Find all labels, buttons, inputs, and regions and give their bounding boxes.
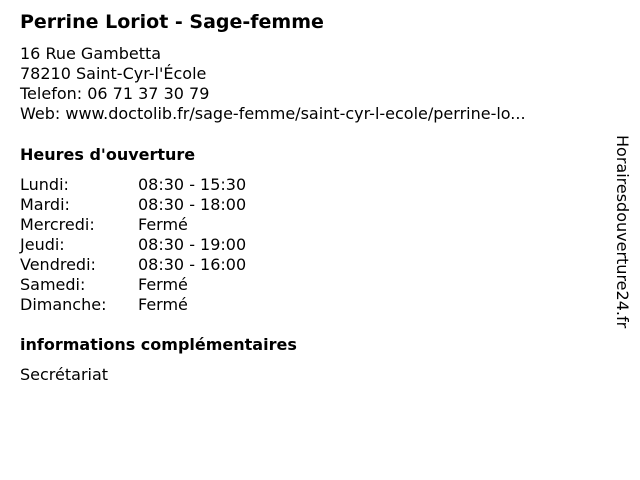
day-label: Mardi: — [20, 195, 70, 214]
hours-row-wednesday — [20, 215, 246, 235]
additional-info-text: Secrétariat — [20, 365, 109, 384]
day-label: Mercredi: — [20, 215, 95, 234]
day-label: Lundi: — [20, 175, 69, 194]
day-label: Jeudi: — [20, 235, 65, 254]
opening-hours-table — [20, 175, 246, 315]
day-hours: Fermé — [138, 295, 188, 314]
hours-row-monday — [20, 175, 246, 195]
site-watermark: Horairesdouverture24.fr — [613, 135, 632, 329]
hours-row-thursday — [20, 235, 246, 255]
day-hours: 08:30 - 18:00 — [138, 195, 247, 214]
street-address: 16 Rue Gambetta — [20, 44, 162, 63]
hours-row-sunday — [20, 295, 246, 315]
day-label: Vendredi: — [20, 255, 96, 274]
day-hours: 08:30 - 19:00 — [138, 235, 247, 254]
day-hours: 08:30 - 16:00 — [138, 255, 247, 274]
contact-block — [20, 44, 526, 124]
business-title: Perrine Loriot - Sage-femme — [20, 11, 324, 33]
hours-row-saturday — [20, 275, 246, 295]
hours-row-tuesday — [20, 195, 246, 215]
phone-number: Telefon: 06 71 37 30 79 — [20, 84, 210, 103]
day-hours: Fermé — [138, 215, 188, 234]
opening-hours-heading: Heures d'ouverture — [20, 145, 196, 164]
day-hours: Fermé — [138, 275, 188, 294]
additional-info-heading: informations complémentaires — [20, 335, 297, 354]
city-address: 78210 Saint-Cyr-l'École — [20, 64, 207, 83]
hours-row-friday — [20, 255, 246, 275]
day-label: Samedi: — [20, 275, 86, 294]
website-link: Web: www.doctolib.fr/sage-femme/saint-cyr-l-ecole/perrine-lo... — [20, 104, 526, 123]
day-hours: 08:30 - 15:30 — [138, 175, 247, 194]
day-label: Dimanche: — [20, 295, 107, 314]
